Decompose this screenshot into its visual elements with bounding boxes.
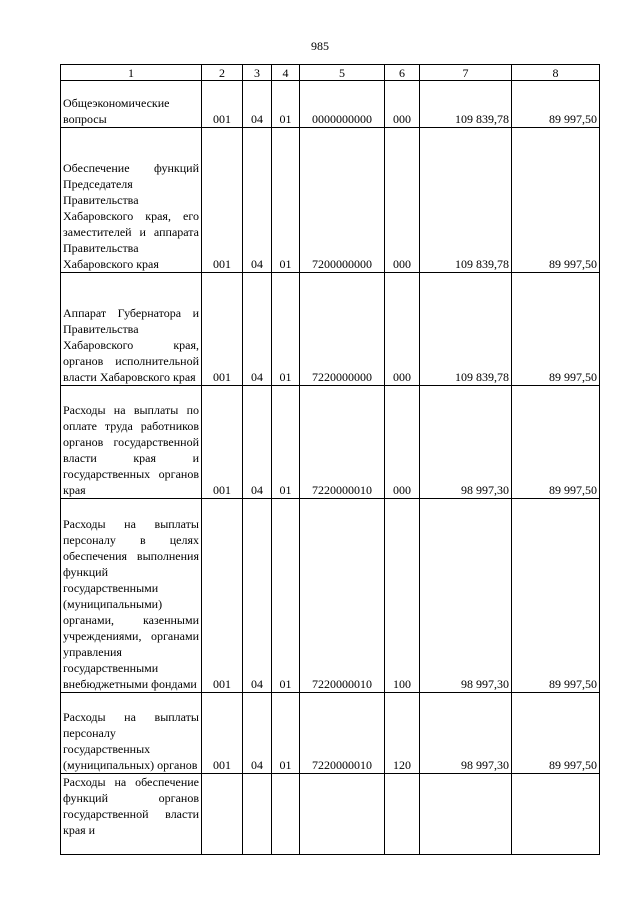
subsection-code [272, 774, 300, 855]
subsection-code: 01 [272, 386, 300, 499]
amount-col-7: 98 997,30 [420, 386, 512, 499]
amount-col-8: 89 997,50 [512, 693, 600, 774]
section-code [243, 774, 272, 855]
amount-col-8: 89 997,50 [512, 499, 600, 693]
column-header: 2 [202, 65, 243, 81]
target-article-code: 7220000010 [300, 693, 385, 774]
section-code: 04 [243, 499, 272, 693]
expense-name: Расходы на выплаты по оплате труда работников органов государственной власти края и государственных органов края [61, 386, 202, 499]
table-row [61, 81, 600, 128]
column-header: 7 [420, 65, 512, 81]
subsection-code: 01 [272, 81, 300, 128]
ministry-code: 001 [202, 128, 243, 273]
ministry-code: 001 [202, 386, 243, 499]
expense-name: Аппарат Губернатора и Правительства Хабаровского края, органов исполнительной власти Хабаровского края [61, 273, 202, 386]
column-header: 6 [385, 65, 420, 81]
table-row [61, 128, 600, 273]
target-article-code: 0000000000 [300, 81, 385, 128]
expense-type-code: 120 [385, 693, 420, 774]
table-row [61, 499, 600, 693]
amount-col-8: 89 997,50 [512, 386, 600, 499]
ministry-code [202, 774, 243, 855]
expense-type-code: 000 [385, 81, 420, 128]
ministry-code: 001 [202, 499, 243, 693]
amount-col-7: 109 839,78 [420, 128, 512, 273]
column-header: 1 [61, 65, 202, 81]
amount-col-7 [420, 774, 512, 855]
amount-col-8: 89 997,50 [512, 273, 600, 386]
amount-col-8: 89 997,50 [512, 81, 600, 128]
subsection-code: 01 [272, 128, 300, 273]
section-code: 04 [243, 273, 272, 386]
table-row [61, 774, 600, 855]
expense-type-code: 000 [385, 386, 420, 499]
expense-name: Расходы на выплаты персоналу государственных (муниципальных) органов [61, 693, 202, 774]
target-article-code: 7220000000 [300, 273, 385, 386]
target-article-code: 7220000010 [300, 499, 385, 693]
expense-type-code: 100 [385, 499, 420, 693]
expense-type-code: 000 [385, 128, 420, 273]
page-number: 985 [311, 39, 329, 53]
budget-table [60, 64, 600, 855]
subsection-code: 01 [272, 499, 300, 693]
section-code: 04 [243, 693, 272, 774]
amount-col-7: 98 997,30 [420, 499, 512, 693]
column-header: 3 [243, 65, 272, 81]
section-code: 04 [243, 81, 272, 128]
expense-name: Общеэкономические вопросы [61, 81, 202, 128]
section-code: 04 [243, 386, 272, 499]
table-row [61, 273, 600, 386]
section-code: 04 [243, 128, 272, 273]
amount-col-7: 98 997,30 [420, 693, 512, 774]
ministry-code: 001 [202, 273, 243, 386]
column-header: 8 [512, 65, 600, 81]
expense-name: Расходы на обеспечение функций органов государственной власти края и [61, 774, 202, 855]
expense-type-code [385, 774, 420, 855]
expense-type-code: 000 [385, 273, 420, 386]
expense-name: Расходы на выплаты персоналу в целях обеспечения выполнения функций государственными (муниципальными) органами, казенными учреждениями, органами управления государственными внебюджетными фондами [61, 499, 202, 693]
table-row [61, 693, 600, 774]
table-row [61, 386, 600, 499]
amount-col-8 [512, 774, 600, 855]
target-article-code: 7220000010 [300, 386, 385, 499]
table-header-row [61, 65, 600, 81]
amount-col-7: 109 839,78 [420, 81, 512, 128]
column-header: 4 [272, 65, 300, 81]
amount-col-7: 109 839,78 [420, 273, 512, 386]
expense-name: Обеспечение функций Председателя Правительства Хабаровского края, его заместителей и аппарата Правительства Хабаровского края [61, 128, 202, 273]
target-article-code: 7200000000 [300, 128, 385, 273]
ministry-code: 001 [202, 693, 243, 774]
target-article-code [300, 774, 385, 855]
subsection-code: 01 [272, 693, 300, 774]
subsection-code: 01 [272, 273, 300, 386]
column-header: 5 [300, 65, 385, 81]
amount-col-8: 89 997,50 [512, 128, 600, 273]
ministry-code: 001 [202, 81, 243, 128]
